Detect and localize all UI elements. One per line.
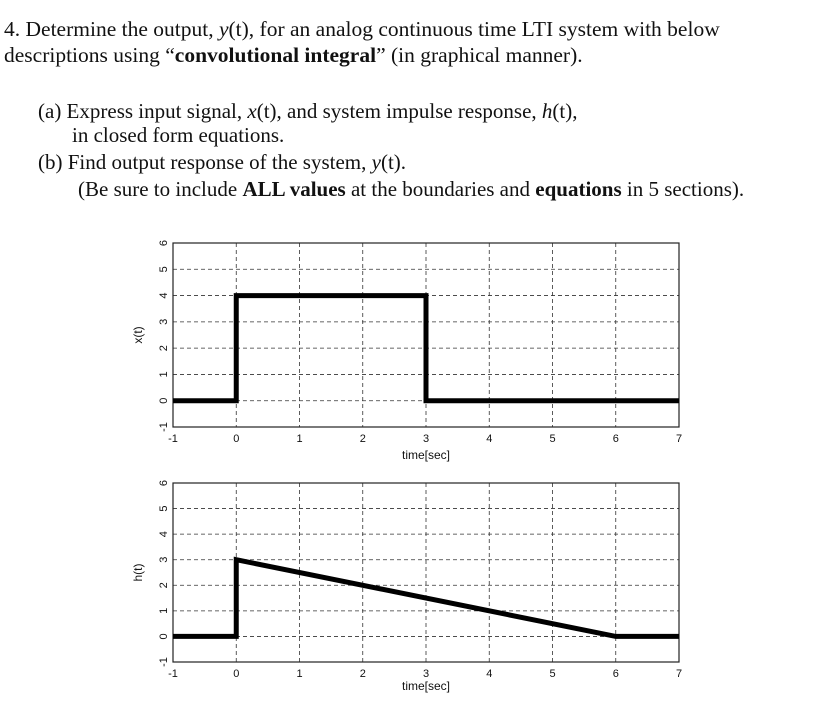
chart-1-y-tick-label: -1 xyxy=(158,422,170,432)
chart-1-y-tick-label: 2 xyxy=(158,345,170,352)
chart-1-y-tick-label: 1 xyxy=(158,371,170,378)
chart-2-x-tick-label: 0 xyxy=(233,668,240,680)
chart-2-x-tick-label: 2 xyxy=(359,668,366,680)
question-text-2b: ” (in graphical manner). xyxy=(376,43,583,67)
chart-2-x-tick-label: -1 xyxy=(168,668,178,680)
chart-1-x-tick-label: 3 xyxy=(422,433,430,445)
chart-1-x-tick-label: 5 xyxy=(549,433,556,445)
chart-2-x-tick-label: 3 xyxy=(422,668,430,680)
chart-2-y-tick-label: 4 xyxy=(158,531,170,538)
h-variable: h xyxy=(541,99,553,123)
part-a-mid: , and system impulse response, xyxy=(276,99,542,123)
h-argument: (t) xyxy=(552,99,573,123)
chart-1-x-tick-label: 6 xyxy=(612,433,619,445)
output-argument: (t) xyxy=(228,17,249,41)
note-text-3: in 5 sections). xyxy=(621,177,745,201)
chart-2-y-axis-label: h(t) xyxy=(131,563,145,582)
chart-1-y-axis-label: x(t) xyxy=(131,326,145,344)
chart-2-y-tick-label: 0 xyxy=(158,633,170,640)
question-text-1: Determine the output, xyxy=(25,17,219,41)
bold-term: convolutional integral xyxy=(174,43,377,67)
chart-2-y-tick-label: 3 xyxy=(158,556,170,563)
chart-1-x-tick-label: 0 xyxy=(233,433,240,445)
chart-2-x-tick-label: 5 xyxy=(549,668,556,680)
chart-2-y-tick-label: -1 xyxy=(158,657,170,667)
part-a-label: (a) Express input signal, xyxy=(38,99,248,123)
chart-2-x-tick-label: 1 xyxy=(296,668,303,680)
chart-2-x-axis-label: time[sec] xyxy=(401,679,451,693)
chart-2-x-tick-label: 7 xyxy=(675,668,683,680)
chart-1-x-tick-label: 2 xyxy=(359,433,366,445)
question-number: 4. xyxy=(4,17,21,41)
question-text-1b: , for an analog continuous time LTI system with below xyxy=(248,17,720,41)
part-b-label: (b) Find output response of the system, xyxy=(38,150,372,174)
chart-1-x-tick-label: 1 xyxy=(296,433,303,445)
x-variable: x xyxy=(247,99,257,123)
chart-1-x-tick-label: 4 xyxy=(486,433,493,445)
chart-2-x-tick-label: 4 xyxy=(486,668,493,680)
chart-2-y-tick-label: 5 xyxy=(158,505,170,512)
part-a-end: , xyxy=(572,99,578,123)
chart-1-x-axis-label: time[sec] xyxy=(401,448,451,462)
chart-1-x-tick-label: 7 xyxy=(675,433,683,445)
chart-1-y-tick-label: 6 xyxy=(158,239,170,247)
chart-2-y-tick-label: 1 xyxy=(158,607,170,614)
chart-1-y-tick-label: 3 xyxy=(158,318,170,325)
chart-1-y-tick-label: 4 xyxy=(158,292,170,299)
question-text-2: descriptions using “ xyxy=(4,43,175,67)
output-variable: y xyxy=(218,17,229,41)
x-argument: (t) xyxy=(256,99,277,123)
y-variable: y xyxy=(371,150,381,174)
chart-1-y-tick-label: 0 xyxy=(158,397,170,404)
chart-2-y-tick-label: 6 xyxy=(158,479,170,487)
note-bold-2: equations xyxy=(535,177,622,201)
part-b-end: . xyxy=(400,150,407,174)
chart-1-x-tick-label: -1 xyxy=(168,433,178,445)
note-bold-1: ALL values xyxy=(242,177,346,201)
note-text-2: at the boundaries and xyxy=(345,177,536,201)
note-text-1: (Be sure to include xyxy=(78,177,243,201)
chart-1-y-tick-label: 5 xyxy=(158,266,170,273)
chart-2-y-tick-label: 2 xyxy=(158,582,170,589)
chart-2-x-tick-label: 6 xyxy=(612,668,619,680)
part-a-line-2: in closed form equations. xyxy=(72,123,285,147)
y-argument: (t) xyxy=(380,150,401,174)
